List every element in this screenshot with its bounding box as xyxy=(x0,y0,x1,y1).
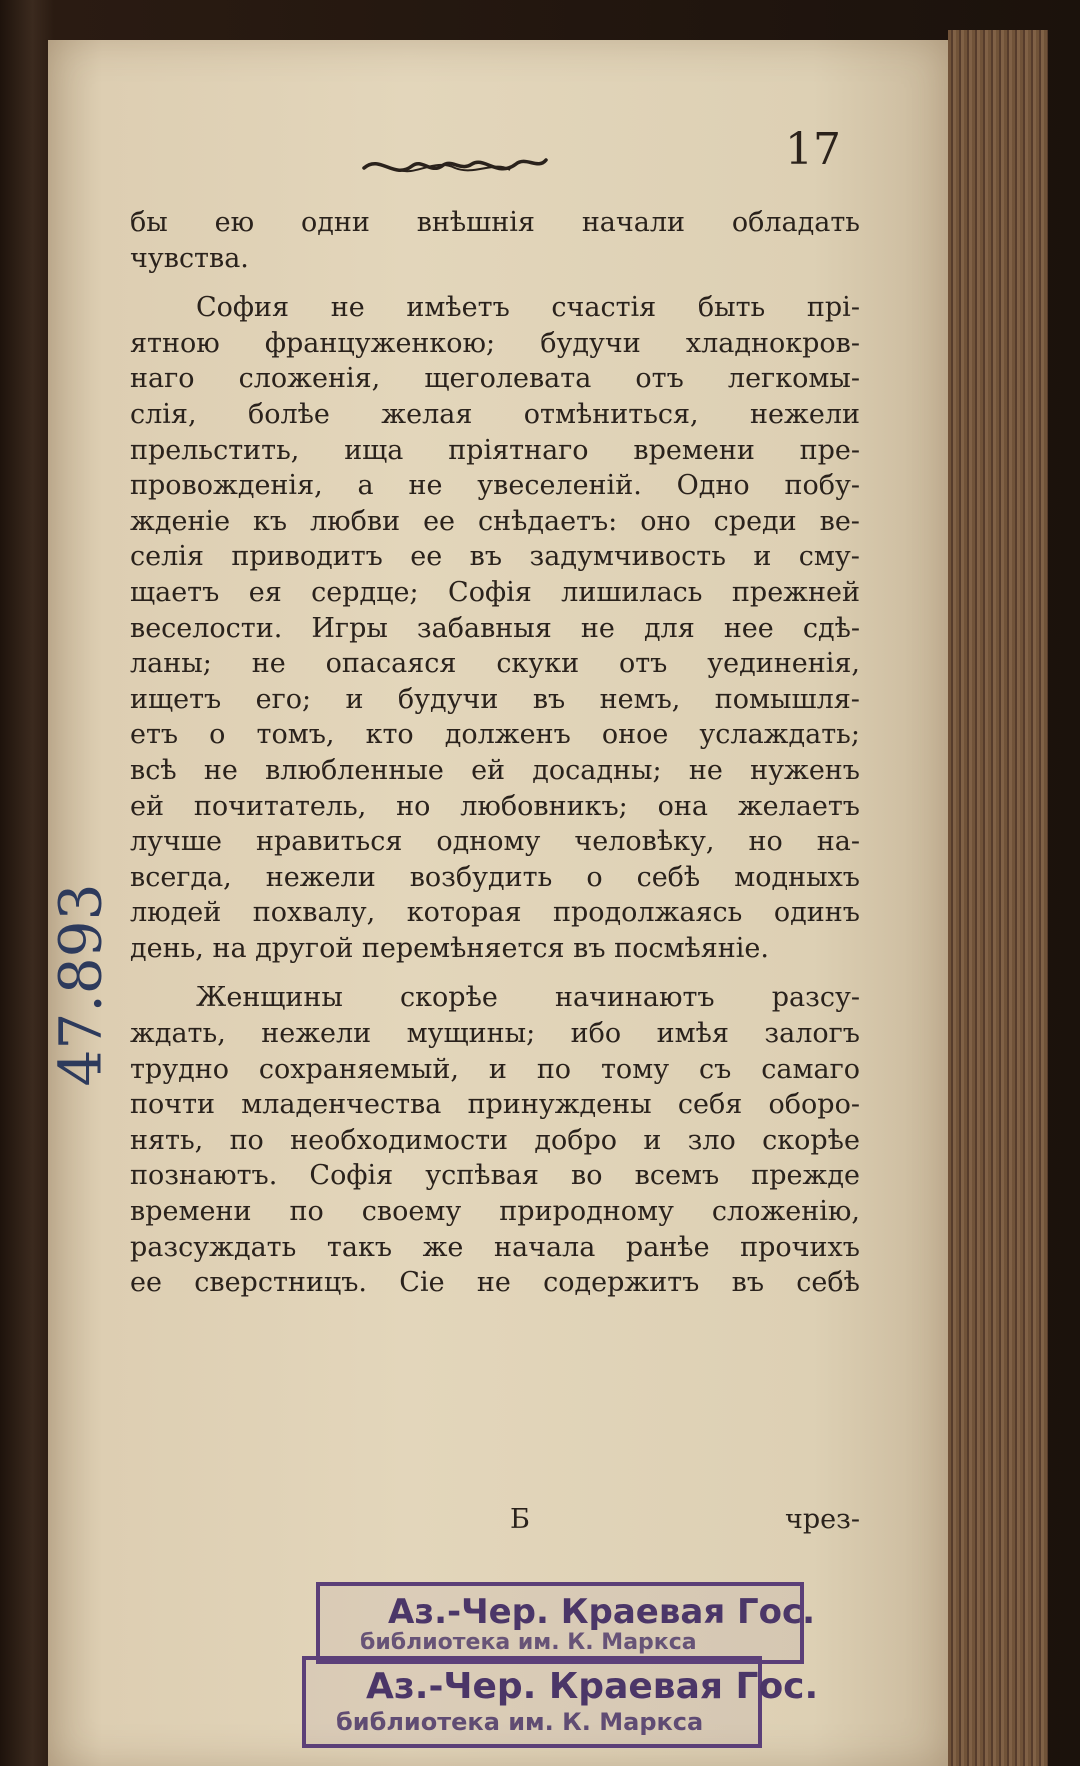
text-line xyxy=(130,1265,860,1301)
word: не xyxy=(251,648,286,680)
word: досадны; xyxy=(532,754,662,786)
word: начинаютъ xyxy=(554,982,715,1014)
word: долженъ xyxy=(444,719,571,751)
word: желаетъ xyxy=(737,790,860,822)
word: младенчества xyxy=(241,1089,442,1121)
library-stamp xyxy=(302,1656,819,1748)
text-line xyxy=(130,290,860,326)
word: прочихъ xyxy=(740,1231,860,1263)
text-line xyxy=(130,1087,860,1123)
word: времени xyxy=(633,434,755,466)
word: успѣвая xyxy=(425,1160,539,1192)
word: побу- xyxy=(784,470,860,502)
word: себѣ xyxy=(796,1267,860,1299)
word: модныхъ xyxy=(734,861,860,893)
word: будучи xyxy=(397,683,499,715)
word: сверстницъ. xyxy=(194,1267,368,1299)
word: которая xyxy=(406,897,522,929)
word: пріятнаго xyxy=(448,434,589,466)
word: забавныя xyxy=(416,612,552,644)
text-line xyxy=(130,1123,860,1159)
word: ее xyxy=(423,505,456,537)
word: отъ xyxy=(635,363,684,395)
word: въ xyxy=(731,1267,765,1299)
word: трудно xyxy=(130,1053,229,1085)
word: провожденія, xyxy=(130,470,323,502)
word: нежели xyxy=(750,398,860,430)
word: француженкою; xyxy=(264,327,496,359)
word: начали xyxy=(581,207,686,238)
stamp-line: библиотека им. К. Маркса xyxy=(336,1708,704,1736)
word: отмѣниться, xyxy=(523,398,699,430)
word: по xyxy=(289,1196,324,1228)
word: нять, xyxy=(130,1124,204,1156)
word: не xyxy=(688,754,723,786)
word: одинъ xyxy=(773,897,860,929)
word: бы xyxy=(130,207,168,238)
text-line xyxy=(130,205,860,241)
word: София xyxy=(196,292,290,324)
text-line xyxy=(130,468,860,504)
text-line xyxy=(130,326,860,362)
word: начала xyxy=(494,1231,596,1263)
text-line xyxy=(130,433,860,469)
word: нежели xyxy=(265,861,376,893)
text-line xyxy=(130,1158,860,1194)
word: о xyxy=(586,861,603,893)
text-line xyxy=(130,1230,860,1266)
word: и xyxy=(488,1053,507,1085)
text-line xyxy=(130,397,860,433)
word: внѣшнія xyxy=(416,207,535,238)
text-line xyxy=(130,980,860,1016)
word: людей xyxy=(130,897,222,929)
word: ища xyxy=(344,434,404,466)
word: на- xyxy=(816,826,860,858)
word: оно xyxy=(640,505,691,537)
word: природному xyxy=(499,1196,674,1228)
word: же xyxy=(422,1231,464,1263)
text-line xyxy=(130,539,860,575)
word: залогъ xyxy=(764,1018,860,1050)
word: прельстить, xyxy=(130,434,300,466)
word: ве- xyxy=(819,505,860,537)
word: тому xyxy=(601,1053,670,1085)
word: человѣку, xyxy=(574,826,715,858)
word: она xyxy=(657,790,708,822)
word: скорѣе xyxy=(762,1124,860,1156)
word: одни xyxy=(300,207,370,238)
text-line xyxy=(130,611,860,647)
word: быть xyxy=(697,292,766,324)
word: нуженъ xyxy=(750,754,860,786)
word: не xyxy=(580,612,615,644)
word: съ xyxy=(699,1053,732,1085)
word: веселости. xyxy=(130,612,283,644)
word: скорѣе xyxy=(400,982,498,1014)
text-line xyxy=(130,824,860,860)
word: сму- xyxy=(798,541,860,573)
text-line xyxy=(130,789,860,825)
word: Женщины xyxy=(196,982,343,1014)
word: о xyxy=(209,719,226,751)
word: продолжаясь xyxy=(553,897,743,929)
word: по xyxy=(229,1124,264,1156)
text-line xyxy=(130,1052,860,1088)
word: нее xyxy=(723,612,774,644)
word: разсу- xyxy=(771,982,860,1014)
text-line xyxy=(130,682,860,718)
word: Игры xyxy=(311,612,388,644)
word: своему xyxy=(361,1196,462,1228)
word: обладать xyxy=(731,207,860,238)
word: хладнокров- xyxy=(685,327,860,359)
word: нежели xyxy=(261,1018,372,1050)
word: ее xyxy=(410,541,443,573)
stamp-line: Аз.-Чер. Краевая Гос. xyxy=(388,1592,816,1632)
header-ornament-icon xyxy=(360,150,550,180)
word: задумчивость xyxy=(529,541,726,573)
word: томъ, xyxy=(256,719,335,751)
word: слія, xyxy=(130,398,197,430)
margin-shelfmark-text: 47.893 xyxy=(46,883,115,1087)
word: етъ xyxy=(130,719,179,751)
word: имѣя xyxy=(656,1018,729,1050)
text-line xyxy=(130,504,860,540)
word: всемъ xyxy=(634,1160,720,1192)
text-line: чувства. xyxy=(130,242,249,274)
text-line: день, на другой перемѣняется въ посмѣяніе. xyxy=(130,932,769,964)
word: болѣе xyxy=(247,398,330,430)
word: щеголевата xyxy=(424,363,592,395)
word: ищетъ xyxy=(130,683,222,715)
word: ранѣе xyxy=(625,1231,710,1263)
word: услаждать; xyxy=(699,719,860,751)
word: любовникъ; xyxy=(460,790,628,822)
word: ятною xyxy=(130,327,220,359)
word: лучше xyxy=(130,826,222,858)
word: прежде xyxy=(751,1160,860,1192)
word: сдѣ- xyxy=(802,612,860,644)
word: Софія xyxy=(309,1160,394,1192)
word: ждать, xyxy=(130,1018,226,1050)
word: щаетъ xyxy=(130,576,220,608)
word: опасаяся xyxy=(325,648,457,680)
word: жденіе xyxy=(130,505,231,537)
word: сохраняемый, xyxy=(258,1053,459,1085)
word: помышля- xyxy=(714,683,860,715)
word: лишилась xyxy=(561,576,703,608)
word: ей xyxy=(471,754,506,786)
word: возбудить xyxy=(409,861,553,893)
word: ее xyxy=(130,1267,162,1299)
word: въ xyxy=(469,541,503,573)
word: во xyxy=(571,1160,603,1192)
word: приводитъ xyxy=(231,541,383,573)
word: уединенія, xyxy=(707,648,860,680)
signature-mark: Б xyxy=(510,1504,530,1535)
page-fore-edge xyxy=(948,30,1048,1766)
text-line xyxy=(130,895,860,931)
word: нравиться xyxy=(255,826,403,858)
text-line xyxy=(130,646,860,682)
stamp-line: Аз.-Чер. Краевая Гос. xyxy=(366,1666,819,1707)
word: самаго xyxy=(761,1053,860,1085)
word: такъ xyxy=(326,1231,392,1263)
word: всегда, xyxy=(130,861,232,893)
word: счастія xyxy=(551,292,657,324)
word: кто xyxy=(365,719,414,751)
text-line xyxy=(130,1194,860,1230)
word: отъ xyxy=(618,648,668,680)
word: себѣ xyxy=(636,861,701,893)
page-number: 17 xyxy=(785,124,841,175)
word: всѣ xyxy=(130,754,177,786)
word: снѣдаетъ: xyxy=(477,505,618,537)
word: и xyxy=(643,1124,662,1156)
word: почти xyxy=(130,1089,216,1121)
word: легкомы- xyxy=(727,363,860,395)
word: мущины; xyxy=(406,1018,536,1050)
word: пре- xyxy=(799,434,860,466)
word: не xyxy=(203,754,238,786)
word: желая xyxy=(381,398,473,430)
word: необходимости xyxy=(290,1124,509,1156)
word: времени xyxy=(130,1196,252,1228)
word: почитатель, xyxy=(193,790,367,822)
word: ея xyxy=(248,576,282,608)
library-stamp xyxy=(316,1582,816,1664)
word: содержитъ xyxy=(543,1267,700,1299)
word: прежней xyxy=(731,576,860,608)
word: добро xyxy=(534,1124,618,1156)
word: любви xyxy=(310,505,401,537)
margin-shelfmark xyxy=(45,885,115,1085)
word: не xyxy=(476,1267,511,1299)
word: и xyxy=(345,683,364,715)
text-line xyxy=(130,860,860,896)
word: прі- xyxy=(806,292,860,324)
word: селія xyxy=(130,541,204,573)
word: его; xyxy=(255,683,312,715)
word: разсуждать xyxy=(130,1231,297,1263)
text-line xyxy=(130,717,860,753)
word: будучи xyxy=(540,327,641,359)
text-line xyxy=(130,361,860,397)
text-line xyxy=(130,753,860,789)
word: въ xyxy=(532,683,566,715)
word: къ xyxy=(253,505,288,537)
word: по xyxy=(536,1053,572,1085)
word: для xyxy=(643,612,695,644)
word: Одно xyxy=(676,470,750,502)
word: себя xyxy=(677,1089,743,1121)
word: среди xyxy=(713,505,797,537)
page-footer xyxy=(130,1504,860,1544)
word: оборо- xyxy=(768,1089,860,1121)
word: не xyxy=(330,292,365,324)
word: имѣетъ xyxy=(406,292,510,324)
catchword: чрез- xyxy=(785,1504,860,1535)
text-line xyxy=(130,575,860,611)
word: увеселеній. xyxy=(477,470,642,502)
word: познаютъ. xyxy=(130,1160,278,1192)
word: сложенія, xyxy=(238,363,381,395)
word: скуки xyxy=(496,648,580,680)
word: сердце; xyxy=(311,576,419,608)
word: похвалу, xyxy=(252,897,376,929)
stamp-line: библиотека им. К. Маркса xyxy=(360,1630,697,1655)
word: ибо xyxy=(570,1018,622,1050)
word: Софія xyxy=(448,576,532,608)
word: но xyxy=(396,790,431,822)
text-line xyxy=(130,1016,860,1052)
word: оное xyxy=(601,719,669,751)
word: но xyxy=(748,826,783,858)
word: ею xyxy=(214,207,255,238)
word: сложенію, xyxy=(711,1196,860,1228)
word: ланы; xyxy=(130,648,212,680)
word: принуждены xyxy=(467,1089,652,1121)
page-text xyxy=(130,205,860,1301)
word: ей xyxy=(130,790,164,822)
word: и xyxy=(753,541,772,573)
word: зло xyxy=(687,1124,736,1156)
word: а xyxy=(357,470,374,502)
word: влюбленные xyxy=(265,754,444,786)
word: одному xyxy=(436,826,541,858)
word: не xyxy=(408,470,443,502)
word: Сіе xyxy=(399,1267,445,1299)
word: наго xyxy=(130,363,195,395)
word: немъ, xyxy=(599,683,681,715)
